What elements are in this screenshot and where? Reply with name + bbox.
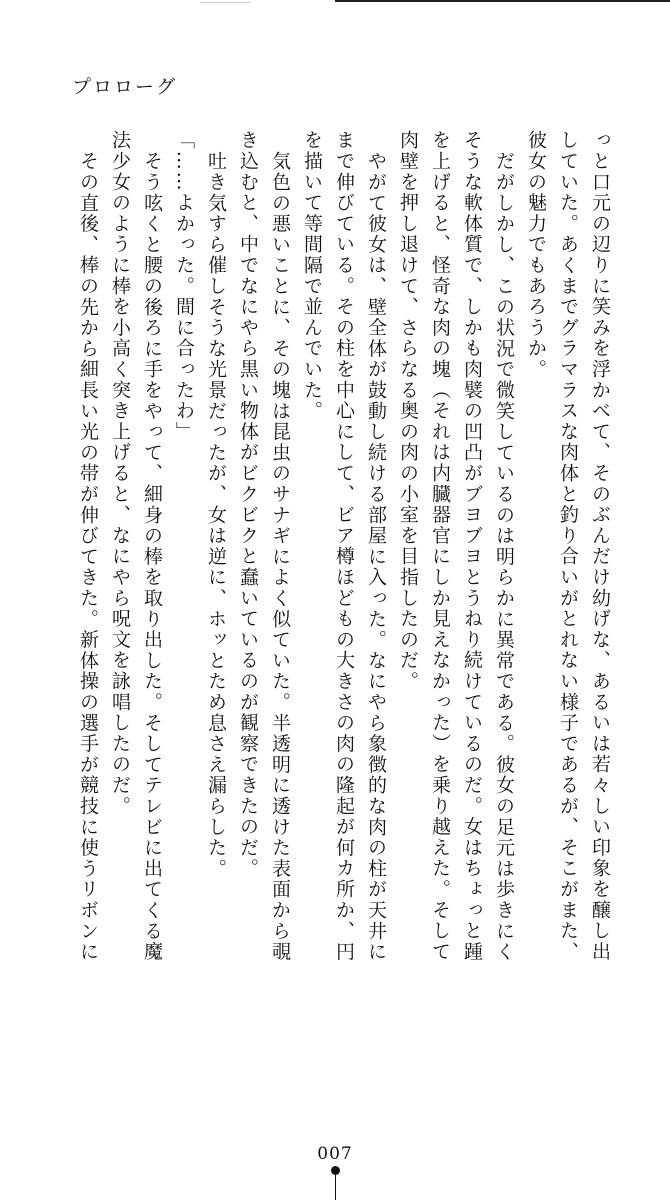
text-line: やがて彼女は、壁全体が鼓動し続ける部屋に入った。なにやら象徴的な肉の柱が天井に <box>365 150 387 962</box>
top-rule <box>335 0 670 2</box>
text-line: していた。あくまでグラマラスな肉体と釣り合いがとれない様子であるが、そこがまた、 <box>557 130 579 962</box>
top-rule-faint <box>200 2 250 3</box>
text-line: その直後、棒の先から細長い光の帯が伸びてきた。新体操の選手が競技に使うリボンに <box>77 150 99 962</box>
text-line: 「……よかった。間に合ったわ」 <box>173 130 195 442</box>
text-line: を上げると、怪奇な肉の塊（それは内臓器官にしか見えなかった）を乗り越えた。そして <box>429 130 451 962</box>
text-line: まで伸びている。その柱を中心にして、ビア樽ほどもの大きさの肉の隆起が何カ所か、円 <box>333 130 355 962</box>
page-marker-line <box>335 1175 336 1200</box>
page-number: 007 <box>317 1144 353 1164</box>
chapter-heading: プロローグ <box>72 76 178 98</box>
page-marker-dot <box>331 1166 340 1175</box>
text-line: そうな軟体質で、しかも肉襞の凹凸がブヨブヨとうねり続けているのだ。女はちょっと踵 <box>461 130 483 962</box>
text-line: 彼女の魅力でもあろうか。 <box>525 130 547 380</box>
text-line: だがしかし、この状況で微笑しているのは明らかに異常である。彼女の足元は歩きにく <box>493 150 515 962</box>
vertical-text-body <box>72 130 616 970</box>
text-line: 吐き気すら催しそうな光景だったが、女は逆に、ホッとため息さえ漏らした。 <box>205 150 227 879</box>
text-line: き込むと、中でなにやら黒い物体がビクビクと蠢いているのが観察できたのだ。 <box>237 130 259 879</box>
text-line: 気色の悪いことに、その塊は昆虫のサナギによく似ていた。半透明に透けた表面から覗 <box>269 150 291 962</box>
text-line: 肉壁を押し退けて、さらなる奥の肉の小室を目指したのだ。 <box>397 130 419 692</box>
text-line: そう呟くと腰の後ろに手をやって、細身の棒を取り出した。そしてテレビに出てくる魔 <box>141 150 163 962</box>
text-line: を描いて等間隔で並んでいた。 <box>301 130 323 422</box>
text-line: 法少女のように棒を小高く突き上げると、なにやら呪文を詠唱したのだ。 <box>109 130 131 817</box>
text-line: っと口元の辺りに笑みを浮かべて、そのぶんだけ幼げな、あるいは若々しい印象を醸し出 <box>589 130 611 962</box>
